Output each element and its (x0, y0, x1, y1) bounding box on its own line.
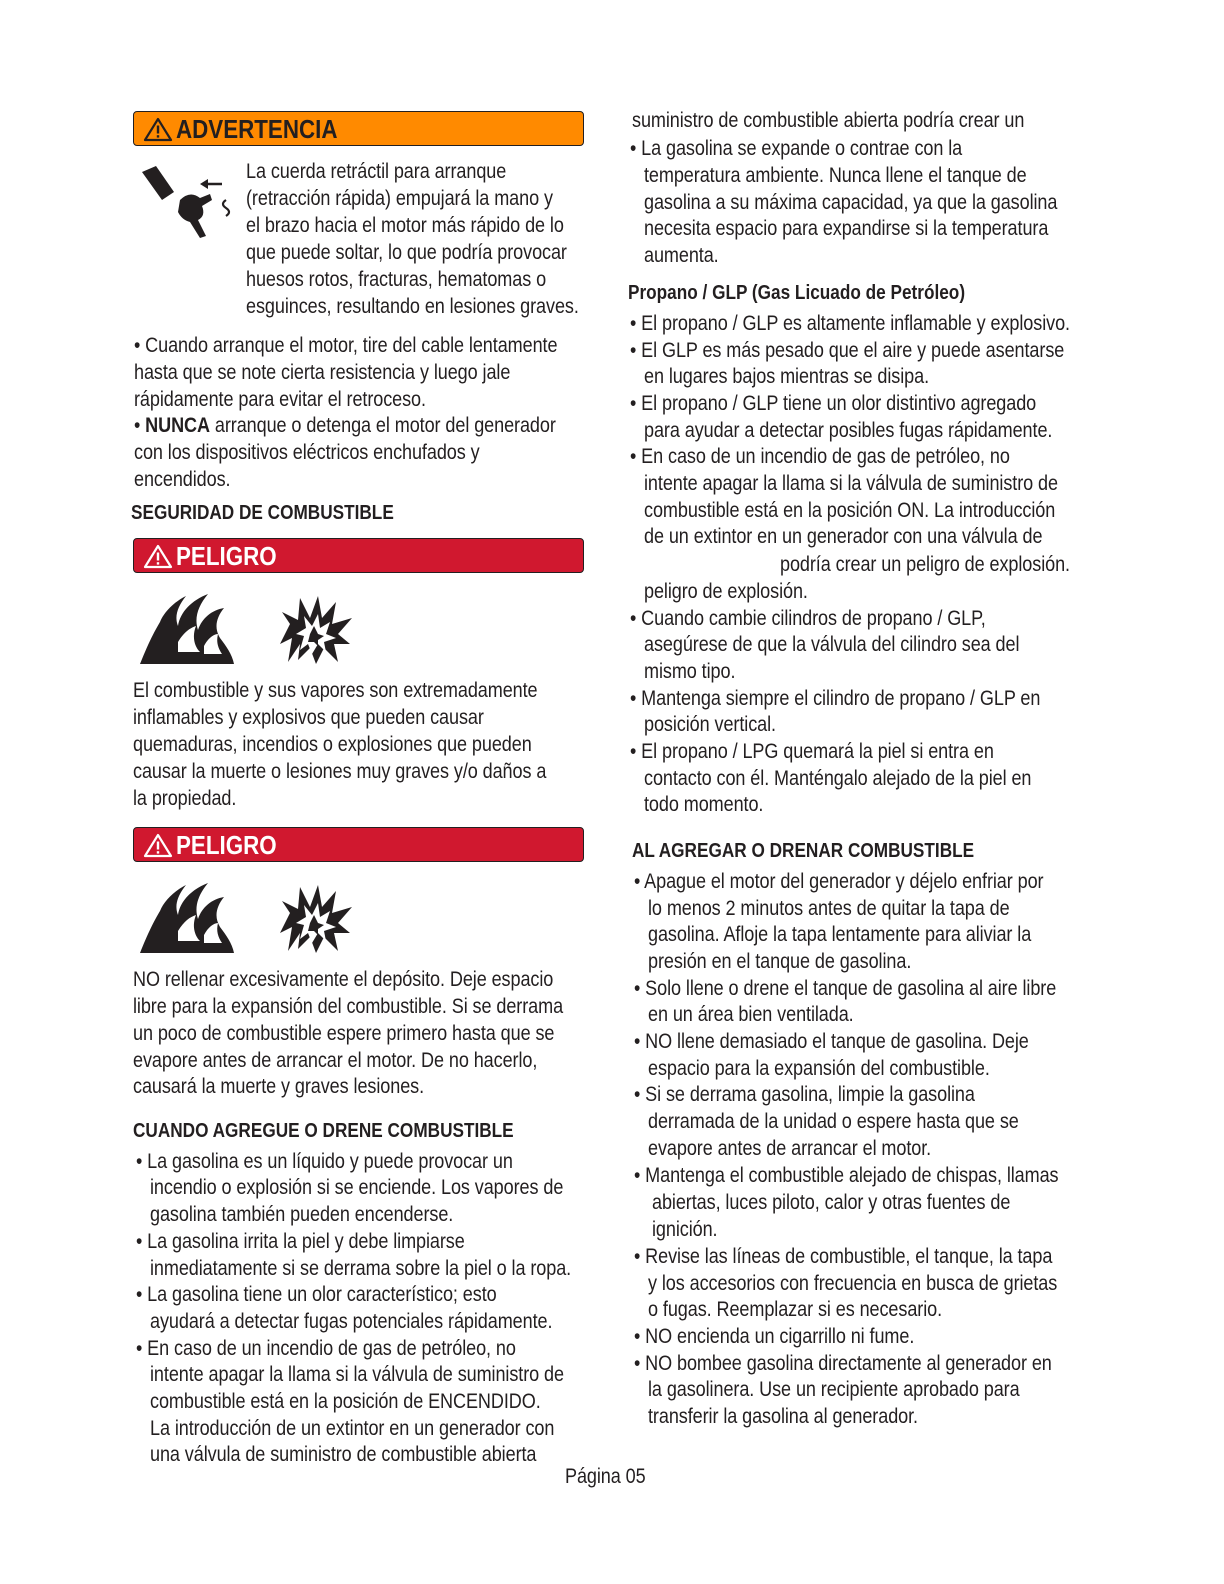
list-item: peligro de explosión. (644, 580, 808, 603)
list-item: evapore antes de arrancar el motor. (648, 1137, 932, 1160)
danger-line: la propiedad. (133, 787, 237, 810)
list-item: • Solo llene o drene el tanque de gasolina al aire libre (634, 977, 1057, 1000)
warning-line: que puede soltar, lo que podría provocar (246, 241, 567, 264)
list-item: incendio o explosión si se enciende. Los vapores de (150, 1176, 564, 1199)
list-item: mismo tipo. (644, 660, 736, 683)
list-item: ayudará a detectar fugas potenciales rápidamente. (150, 1310, 553, 1333)
list-item: temperatura ambiente. Nunca llene el tanque de (644, 164, 1027, 187)
danger-line: quemaduras, incendios o explosiones que pueden (133, 733, 532, 756)
never-emphasis: NUNCA (145, 414, 210, 437)
fire-icon (138, 881, 236, 953)
list-item: en lugares bajos mientras se disipa. (644, 365, 930, 388)
danger-line: causará la muerte y graves lesiones. (133, 1075, 425, 1098)
danger-banner-1 (133, 538, 584, 573)
list-item: suministro de combustible abierta podría crear un (632, 109, 1025, 132)
bullet-mark: • (134, 414, 146, 437)
danger-line: un poco de combustible espere primero hasta que se (133, 1022, 555, 1045)
list-item: • Mantenga siempre el cilindro de propano / GLP en (630, 687, 1041, 710)
list-item: • NO encienda un cigarrillo ni fume. (634, 1325, 915, 1348)
list-item: asegúrese de que la válvula del cilindro sea del (644, 633, 1020, 656)
danger-line: inflamables y explosivos que pueden causar (133, 706, 484, 729)
list-item: transferir la gasolina al generador. (648, 1405, 918, 1428)
list-item: • El propano / GLP es altamente inflamable y explosivo. (630, 312, 1070, 335)
list-item: necesita espacio para expandirse si la temperatura (644, 217, 1049, 240)
danger-line: libre para la expansión del combustible. Si se derrama (133, 995, 564, 1018)
list-item: posición vertical. (644, 713, 776, 736)
danger-line: evapore antes de arrancar el motor. De no hacerlo, (133, 1049, 538, 1072)
list-item: • La gasolina tiene un olor característico; esto (136, 1283, 497, 1306)
list-item: lo menos 2 minutos antes de quitar la tapa de (648, 897, 1010, 920)
list-item: inmediatamente si se derrama sobre la piel o la ropa. (150, 1257, 572, 1280)
list-item: combustible está en la posición ON. La introducción (644, 499, 1056, 522)
danger-title-1: PELIGRO (176, 541, 277, 571)
danger-title-2: PELIGRO (176, 830, 277, 860)
list-item: • NO llene demasiado el tanque de gasolina. Deje (634, 1030, 1029, 1053)
list-item: presión en el tanque de gasolina. (648, 950, 912, 973)
list-item: ignición. (652, 1218, 718, 1241)
danger-line: causar la muerte o lesiones muy graves y/o daños a (133, 760, 547, 783)
list-item: una válvula de suministro de combustible abierta (150, 1443, 537, 1466)
bullet-line: • Cuando arranque el motor, tire del cable lentamente (134, 334, 558, 357)
list-item: • Mantenga el combustible alejado de chispas, llamas (634, 1164, 1059, 1187)
list-item: contacto con él. Manténgalo alejado de la piel en (644, 767, 1032, 790)
fuel-safety-heading: SEGURIDAD DE COMBUSTIBLE (131, 502, 394, 524)
list-item: • Revise las líneas de combustible, el tanque, la tapa (634, 1245, 1053, 1268)
bullet-rest: arranque o detenga el motor del generador (209, 414, 556, 437)
list-item: • La gasolina se expande o contrae con la (630, 137, 963, 160)
danger-triangle-icon (143, 544, 173, 569)
warning-line: (retracción rápida) empujará la mano y (246, 187, 553, 210)
bullet-line (134, 413, 556, 439)
bullet-line: encendidos. (134, 468, 231, 491)
recoil-hand-icon (140, 160, 236, 240)
explosion-icon (278, 594, 354, 664)
explosion-icon (278, 883, 354, 953)
list-item: • NO bombee gasolina directamente al generador en (634, 1352, 1052, 1375)
list-item: gasolina. Afloje la tapa lentamente para aliviar la (648, 923, 1032, 946)
list-item: intente apagar la llama si la válvula de suministro de (150, 1363, 564, 1386)
list-item: la gasolinera. Use un recipiente aprobado para (648, 1378, 1020, 1401)
list-item: aumenta. (644, 244, 719, 267)
list-item: • El GLP es más pesado que el aire y puede asentarse (630, 339, 1065, 362)
warning-line: el brazo hacia el motor más rápido de lo (246, 214, 564, 237)
propane-heading: Propano / GLP (Gas Licuado de Petróleo) (628, 282, 966, 304)
warning-title: ADVERTENCIA (176, 114, 338, 144)
list-item: y los accesorios con frecuencia en busca de grietas (648, 1272, 1058, 1295)
danger-banner-2 (133, 827, 584, 862)
bullet-line: con los dispositivos eléctricos enchufados y (134, 441, 480, 464)
list-item: intente apagar la llama si la válvula de suministro de (644, 472, 1058, 495)
list-item: • El propano / GLP tiene un olor distintivo agregado (630, 392, 1037, 415)
list-item: en un área bien ventilada. (648, 1003, 854, 1026)
list-item: de un extintor en un generador con una válvula de (644, 525, 1043, 548)
list-item: • El propano / LPG quemará la piel si entra en (630, 740, 994, 763)
danger-triangle-icon (143, 833, 173, 858)
danger-line: El combustible y sus vapores son extremadamente (133, 679, 538, 702)
list-item: • La gasolina es un líquido y puede provocar un (136, 1150, 513, 1173)
list-item: o fugas. Reemplazar si es necesario. (648, 1298, 943, 1321)
adding-heading: CUANDO AGREGUE O DRENE COMBUSTIBLE (133, 1120, 514, 1142)
draining-heading: AL AGREGAR O DRENAR COMBUSTIBLE (632, 840, 975, 862)
warning-line: La cuerda retráctil para arranque (246, 160, 507, 183)
list-item: todo momento. (644, 793, 764, 816)
list-item: • Si se derrama gasolina, limpie la gasolina (634, 1083, 975, 1106)
list-item: abiertas, luces piloto, calor y otras fuentes de (652, 1191, 1011, 1214)
list-item: para ayudar a detectar posibles fugas rápidamente. (644, 419, 1053, 442)
list-item: • Apague el motor del generador y déjelo enfriar por (634, 870, 1044, 893)
list-item: • En caso de un incendio de gas de petróleo, no (630, 445, 1010, 468)
danger-line: NO rellenar excesivamente el depósito. Deje espacio (133, 968, 554, 991)
warning-triangle-icon (143, 117, 173, 142)
list-item: derramada de la unidad o espere hasta que se (648, 1110, 1019, 1133)
list-item: La introducción de un extintor en un generador con (150, 1417, 555, 1440)
bullet-line: rápidamente para evitar el retroceso. (134, 388, 426, 411)
list-item: • Cuando cambie cilindros de propano / GLP, (630, 607, 986, 630)
list-item: combustible está en la posición de ENCENDIDO. (150, 1390, 541, 1413)
list-item: • La gasolina irrita la piel y debe limpiarse (136, 1230, 465, 1253)
bullet-line: hasta que se note cierta resistencia y luego jale (134, 361, 511, 384)
list-item: podría crear un peligro de explosión. (780, 553, 1070, 576)
fire-icon (138, 592, 236, 664)
page-number: Página 05 (565, 1465, 646, 1488)
warning-line: esguinces, resultando en lesiones graves. (246, 295, 579, 318)
list-item: gasolina a su máxima capacidad, ya que la gasolina (644, 191, 1058, 214)
warning-line: huesos rotos, fracturas, hematomas o (246, 268, 547, 291)
list-item: • En caso de un incendio de gas de petróleo, no (136, 1337, 516, 1360)
list-item: espacio para la expansión del combustible. (648, 1057, 990, 1080)
list-item: gasolina también pueden encenderse. (150, 1203, 454, 1226)
warning-banner (133, 111, 584, 146)
